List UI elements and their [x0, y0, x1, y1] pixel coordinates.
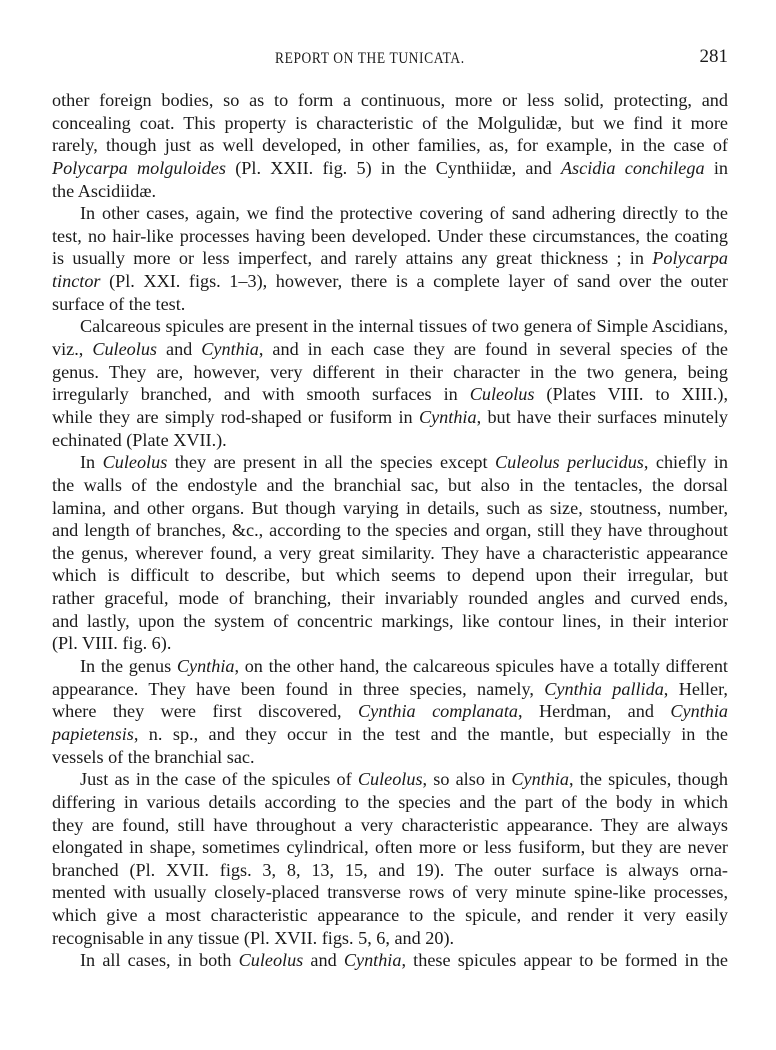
text-line [52, 89, 728, 112]
text-segment: (Pl. VIII. fig. 6). [52, 633, 172, 654]
text-segment: , these spicules appear to be formed in the [401, 950, 728, 971]
text-segment: viz., [52, 339, 93, 360]
text-segment: which is difficult to describe, but which seems to depend upon their irregular, but [52, 565, 728, 586]
text-segment: they are present in all the species except [167, 452, 495, 473]
text-line [52, 361, 728, 384]
italic-taxon-name: Culeolus [238, 950, 304, 971]
text-segment: test, no hair-like processes having been developed. Under these circumstances, the coating [52, 225, 728, 246]
italic-taxon-name: Polycarpa molguloides [52, 157, 226, 178]
text-segment: other foreign bodies, so as to form a continuous, more or less solid, protecting, and [52, 90, 728, 110]
italic-taxon-name: Cynthia [343, 950, 402, 971]
paragraph [52, 655, 728, 768]
text-segment: , chiefly in [643, 452, 728, 473]
text-segment: which give a most characteristic appearance to the spicule, and render it very easily [52, 905, 728, 926]
text-line [52, 881, 728, 904]
text-line [52, 315, 728, 338]
text-line [52, 383, 728, 406]
text-line [52, 814, 728, 837]
text-segment: where they were first discovered, [52, 701, 359, 722]
text-segment: they are found, still have throughout a very characteristic appearance. They are always [52, 814, 728, 835]
italic-taxon-name: tinctor [52, 271, 101, 292]
text-segment: In the genus [80, 656, 177, 677]
text-segment: Calcareous spicules are present in the internal tissues of two genera of Simple Ascidians, [80, 316, 728, 337]
text-line [52, 746, 728, 769]
italic-taxon-name: Cynthia [176, 656, 235, 677]
text-line [52, 225, 728, 248]
text-line [52, 202, 728, 225]
text-line [52, 791, 728, 814]
text-line [52, 836, 728, 859]
text-segment: rarely, though just as well developed, in other families, as, for example, in the case of [52, 135, 728, 156]
paragraph [52, 949, 728, 972]
italic-taxon-name: Culeolus [102, 452, 168, 473]
text-segment: while they are simply rod-shaped or fusiform in [52, 406, 419, 427]
text-segment: the genus, wherever found, a very great similarity. They have a characteristic appearance [52, 542, 728, 563]
italic-taxon-name: Cynthia [418, 406, 477, 427]
text-line [52, 338, 728, 361]
text-segment: (Pl. XXII. fig. 5) in the Cynthiidæ, and [225, 157, 561, 178]
text-segment: surface of the test. [52, 293, 186, 314]
italic-taxon-name: Cynthia [201, 339, 259, 360]
text-segment: irregularly branched, and with smooth surfaces in [52, 384, 470, 405]
text-line [52, 497, 728, 520]
text-line [52, 451, 728, 474]
text-segment: vessels of the branchial sac. [52, 746, 255, 767]
italic-taxon-name: Ascidia conchilega [560, 157, 705, 178]
italic-taxon-name: Polycarpa [652, 248, 728, 269]
text-line [52, 700, 728, 723]
text-segment: in [704, 157, 728, 178]
text-line [52, 655, 728, 678]
text-segment: concealing coat. This property is characteristic of the Molgulidæ, but we find it more [52, 112, 728, 133]
text-segment: , on the other hand, the calcareous spicules have a totally different [234, 656, 728, 677]
text-line [52, 904, 728, 927]
text-segment: genus. They are, however, very different in their character in the two genera, being [52, 361, 728, 382]
text-line [52, 474, 728, 497]
text-segment: and lastly, upon the system of concentric markings, like contour lines, in their interior [52, 610, 728, 631]
text-line [52, 293, 728, 316]
text-segment: elongated in shape, sometimes cylindrical, often more or less fusiform, but they are never [52, 837, 728, 858]
text-line [52, 859, 728, 882]
text-segment: appearance. They have been found in three species, namely, [52, 678, 545, 699]
text-line [52, 134, 728, 157]
text-line [52, 157, 728, 180]
italic-taxon-name: Cynthia pallida [544, 678, 664, 699]
paragraph [52, 89, 728, 202]
italic-taxon-name: Culeolus perlucidus [494, 452, 644, 473]
italic-taxon-name: Cynthia [670, 701, 728, 722]
text-line [52, 519, 728, 542]
text-line [52, 768, 728, 791]
text-segment: (Pl. XXI. figs. 1–3), however, there is a complete layer of sand over the outer [100, 271, 728, 292]
text-segment: Just as in the case of the spicules of [80, 769, 358, 790]
italic-taxon-name: Culeolus [357, 769, 423, 790]
text-line [52, 542, 728, 565]
italic-taxon-name: papietensis [52, 723, 134, 744]
text-segment: , Herdman, and [517, 701, 671, 722]
text-segment: , n. sp., and they occur in the test and the mantle, but especially in the [133, 723, 728, 744]
text-line [52, 270, 728, 293]
text-segment: is usually more or less imperfect, and rarely attains any great thickness ; in [52, 248, 653, 269]
text-line [52, 429, 728, 452]
text-segment: the walls of the endostyle and the branchial sac, but also in the tentacles, the dorsal [52, 474, 728, 495]
text-line [52, 632, 728, 655]
text-segment: and [157, 339, 202, 360]
text-segment: echinated (Plate XVII.). [52, 429, 227, 450]
text-segment: In other cases, again, we find the protective covering of sand adhering directly to the [80, 203, 728, 224]
text-segment: (Plates VIII. to XIII.), [534, 384, 728, 405]
page-number: 281 [699, 46, 728, 67]
text-line [52, 112, 728, 135]
text-segment: rather graceful, mode of branching, their invariably rounded angles and curved ends, [52, 588, 728, 609]
italic-taxon-name: Culeolus [92, 339, 157, 360]
text-line [52, 180, 728, 203]
text-line [52, 406, 728, 429]
text-segment: , but have their surfaces minutely [476, 406, 728, 427]
paragraph [52, 202, 728, 315]
running-title: REPORT ON THE TUNICATA. [275, 49, 465, 67]
text-segment: branched (Pl. XVII. figs. 3, 8, 13, 15, and 19). The outer surface is always orna- [52, 859, 728, 880]
text-segment: mented with usually closely-placed transverse rows of very minute spine-like processes, [52, 882, 728, 903]
text-segment: , the spicules, though [569, 769, 728, 790]
text-line [52, 610, 728, 633]
text-line [52, 247, 728, 270]
body-text [52, 89, 728, 972]
text-line [52, 949, 728, 972]
text-segment: recognisable in any tissue (Pl. XVII. figs. 5, 6, and 20). [52, 927, 455, 948]
text-segment: differing in various details according to the species and the part of the body in which [52, 791, 728, 812]
text-segment: , Heller, [663, 678, 728, 699]
text-line [52, 723, 728, 746]
paragraph [52, 315, 728, 451]
page-header [52, 46, 728, 71]
text-segment: lamina, and other organs. But though varying in details, such as size, stoutness, number, [52, 497, 728, 518]
italic-taxon-name: Cynthia complanata [358, 701, 518, 722]
text-line [52, 678, 728, 701]
text-segment: the Ascidiidæ. [52, 180, 157, 201]
text-segment: and [303, 950, 344, 971]
text-line [52, 564, 728, 587]
text-segment: , so also in [422, 769, 512, 790]
paragraph [52, 451, 728, 655]
text-segment: In [80, 452, 103, 473]
italic-taxon-name: Cynthia [511, 769, 570, 790]
text-line [52, 927, 728, 950]
paragraph [52, 768, 728, 949]
text-segment: In all cases, in both [79, 950, 239, 971]
text-line [52, 587, 728, 610]
text-segment: , and in each case they are found in several species of the [258, 339, 728, 360]
text-segment: and length of branches, &c., according to the species and organ, still they have throughout [52, 520, 728, 541]
italic-taxon-name: Culeolus [469, 384, 535, 405]
